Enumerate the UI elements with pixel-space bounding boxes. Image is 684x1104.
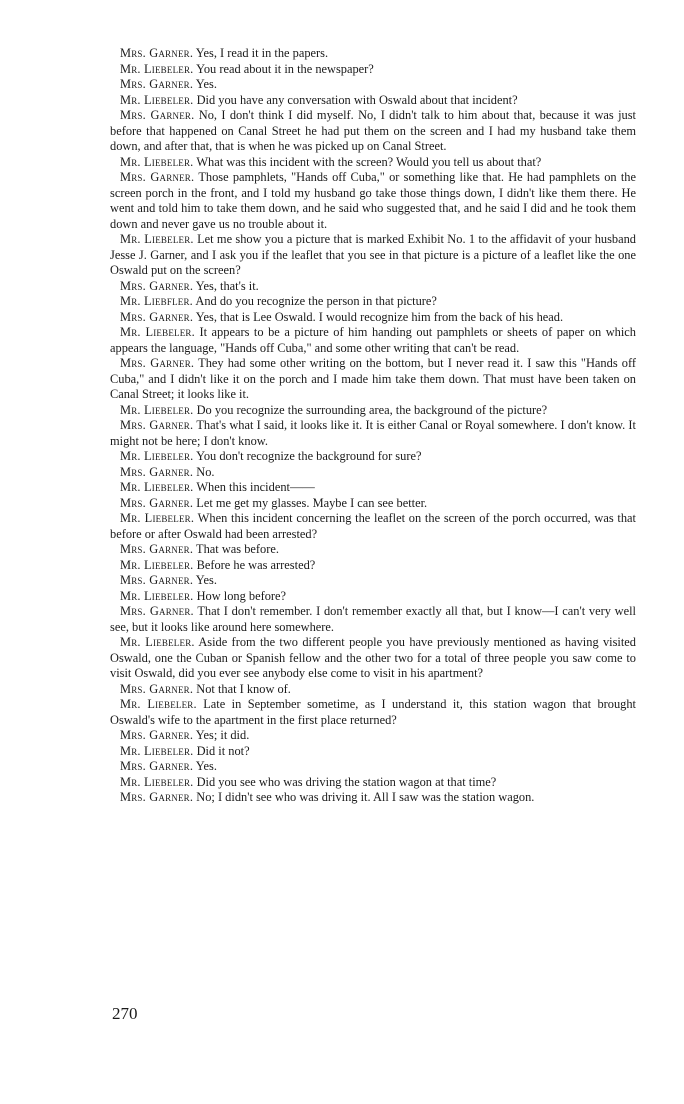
paragraph-text: How long before? (193, 588, 287, 603)
transcript-paragraph (110, 155, 636, 171)
paragraph-text: Yes, that's it. (193, 278, 259, 293)
speaker-name: Mrs. Garner. (120, 356, 195, 370)
paragraph-text: No. (193, 464, 215, 479)
paragraph-text: Let me show you a picture that is marked Exhibit No. 1 to the affidavit of your husband Jesse J. Garner, and I ask you if the leaflet that you see in that picture is a picture of a leaflet like the one Oswald put on the screen? (110, 232, 636, 277)
paragraph-text: Not that I know of. (193, 681, 291, 696)
transcript-paragraph (110, 496, 636, 512)
transcript-paragraph (110, 356, 636, 403)
speaker-name: Mr. Liebeler. (120, 697, 197, 711)
transcript-paragraph (110, 480, 636, 496)
paragraph-text: When this incident concerning the leaflet on the screen of the porch occurred, was that before or after Oswald had been arrested? (110, 511, 636, 541)
speaker-name: Mrs. Garner. (120, 681, 194, 696)
transcript-paragraph (110, 589, 636, 605)
paragraph-text: Did you see who was driving the station wagon at that time? (193, 774, 497, 789)
speaker-name: Mr. Liebeler. (120, 232, 194, 246)
speaker-name: Mr. Liebeler. (120, 511, 195, 525)
speaker-name: Mrs. Garner. (120, 573, 194, 587)
transcript-paragraph (110, 46, 636, 62)
speaker-name: Mr. Liebfler. (120, 294, 193, 308)
speaker-name: Mr. Liebeler. (120, 325, 195, 339)
paragraph-text: It appears to be a picture of him handing out pamphlets or sheets of paper on which appears the language, "Hands off Cuba," and some other writing that can't be read. (110, 325, 636, 355)
transcript-paragraph (110, 418, 636, 449)
speaker-name: Mrs. Garner. (120, 309, 194, 324)
speaker-name: Mrs. Garner. (120, 108, 195, 122)
paragraph-text: Yes, I read it in the papers. (193, 46, 329, 60)
transcript-paragraph (110, 325, 636, 356)
speaker-name: Mr. Liebeler. (120, 402, 194, 417)
transcript-paragraph (110, 108, 636, 155)
transcript-page (110, 46, 636, 806)
speaker-name: Mrs. Garner. (120, 170, 195, 184)
transcript-paragraph (110, 759, 636, 775)
paragraph-text: You read about it in the newspaper? (193, 61, 374, 76)
transcript-paragraph (110, 682, 636, 698)
paragraph-text: What was this incident with the screen? Would you tell us about that? (193, 154, 542, 169)
speaker-name: Mrs. Garner. (120, 46, 194, 60)
transcript-paragraph (110, 635, 636, 682)
speaker-name: Mrs. Garner. (120, 604, 194, 618)
transcript-paragraph (110, 728, 636, 744)
paragraph-text: Let me get my glasses. Maybe I can see better. (193, 495, 428, 510)
transcript-paragraph (110, 465, 636, 481)
speaker-name: Mr. Liebeler. (120, 743, 194, 758)
speaker-name: Mrs. Garner. (120, 759, 194, 773)
transcript-paragraph (110, 294, 636, 310)
paragraph-text: Yes, that is Lee Oswald. I would recognize him from the back of his head. (193, 309, 564, 324)
transcript-paragraph (110, 542, 636, 558)
paragraph-text: No, I don't think I did myself. No, I didn't talk to him about that, because it was just before that happened on Canal Street he had put them on the screen and I had my husband take them down, and after that, that is when he was picked up on Canal Street. (110, 108, 636, 153)
paragraph-text: You don't recognize the background for sure? (193, 449, 422, 463)
transcript-paragraph (110, 93, 636, 109)
transcript-paragraph (110, 62, 636, 78)
speaker-name: Mr. Liebeler. (120, 449, 194, 463)
paragraph-text: Yes. (193, 77, 217, 91)
paragraph-text: Do you recognize the surrounding area, the background of the picture? (193, 402, 548, 417)
speaker-name: Mrs. Garner. (120, 278, 194, 293)
transcript-paragraph (110, 790, 636, 806)
speaker-name: Mrs. Garner. (120, 495, 194, 510)
transcript-paragraph (110, 775, 636, 791)
transcript-paragraph (110, 558, 636, 574)
paragraph-text: No; I didn't see who was driving it. All I saw was the station wagon. (193, 790, 535, 804)
page-number: 270 (112, 1004, 138, 1023)
speaker-name: Mrs. Garner. (120, 418, 194, 432)
speaker-name: Mrs. Garner. (120, 728, 194, 742)
paragraph-text: And do you recognize the person in that picture? (192, 294, 437, 308)
speaker-name: Mrs. Garner. (120, 542, 194, 556)
paragraph-text: When this incident—— (193, 480, 315, 494)
transcript-paragraph (110, 744, 636, 760)
speaker-name: Mrs. Garner. (120, 464, 194, 479)
speaker-name: Mrs. Garner. (120, 790, 194, 804)
paragraph-text: That I don't remember. I don't remember exactly all that, but I know—I can't very well see, but it looks like around here somewhere. (110, 604, 636, 634)
transcript-paragraph (110, 310, 636, 326)
transcript-paragraph (110, 449, 636, 465)
transcript-paragraph (110, 604, 636, 635)
speaker-name: Mr. Liebeler. (120, 92, 194, 107)
paragraph-text: That was before. (193, 542, 279, 556)
speaker-name: Mr. Liebeler. (120, 61, 194, 76)
paragraph-text: They had some other writing on the bottom, but I never read it. I saw this "Hands off Cuba," and I didn't like it on the porch and I made him take them down. That must have been taken on Canal Street; it looks like it. (110, 356, 637, 401)
speaker-name: Mrs. Garner. (120, 77, 194, 91)
transcript-paragraph (110, 232, 636, 279)
speaker-name: Mr. Liebeler. (120, 774, 194, 789)
transcript-paragraph (110, 573, 636, 589)
paragraph-text: Yes. (193, 759, 217, 773)
speaker-name: Mr. Liebeler. (120, 480, 194, 494)
transcript-paragraph (110, 77, 636, 93)
transcript-paragraph (110, 697, 636, 728)
transcript-paragraph (110, 403, 636, 419)
paragraph-text: Before he was arrested? (193, 557, 316, 572)
paragraph-text: Yes. (193, 573, 217, 587)
transcript-paragraph (110, 279, 636, 295)
transcript-paragraph (110, 170, 636, 232)
speaker-name: Mr. Liebeler. (120, 635, 195, 649)
transcript-paragraph (110, 511, 636, 542)
paragraph-text: Aside from the two different people you have previously mentioned as having visited Oswald, one the Cuban or Spanish fellow and the other two for a total of three people you saw come to visit Oswald, did you ever see anybody else come to visit in his apartment? (110, 635, 636, 680)
paragraph-text: Yes; it did. (193, 728, 250, 742)
paragraph-text: That's what I said, it looks like it. It is either Canal or Royal somewhere. I don't know. It might not be here; I don't know. (110, 418, 637, 448)
speaker-name: Mr. Liebeler. (120, 588, 194, 603)
paragraph-text: Late in September sometime, as I understand it, this station wagon that brought Oswald's wife to the apartment in the first place returned? (110, 697, 636, 727)
paragraph-text: Did it not? (193, 743, 250, 758)
speaker-name: Mr. Liebeler. (120, 154, 194, 169)
paragraph-text: Did you have any conversation with Oswald about that incident? (193, 92, 518, 107)
paragraph-text: Those pamphlets, "Hands off Cuba," or something like that. He had pamphlets on the screen porch in the front, and I told my husband go take those things down, I didn't like them there. He went and told him to take them down, and he said who suggested that, and he said I did and he took them down and never gave us no trouble about it. (110, 170, 636, 231)
speaker-name: Mr. Liebeler. (120, 557, 194, 572)
